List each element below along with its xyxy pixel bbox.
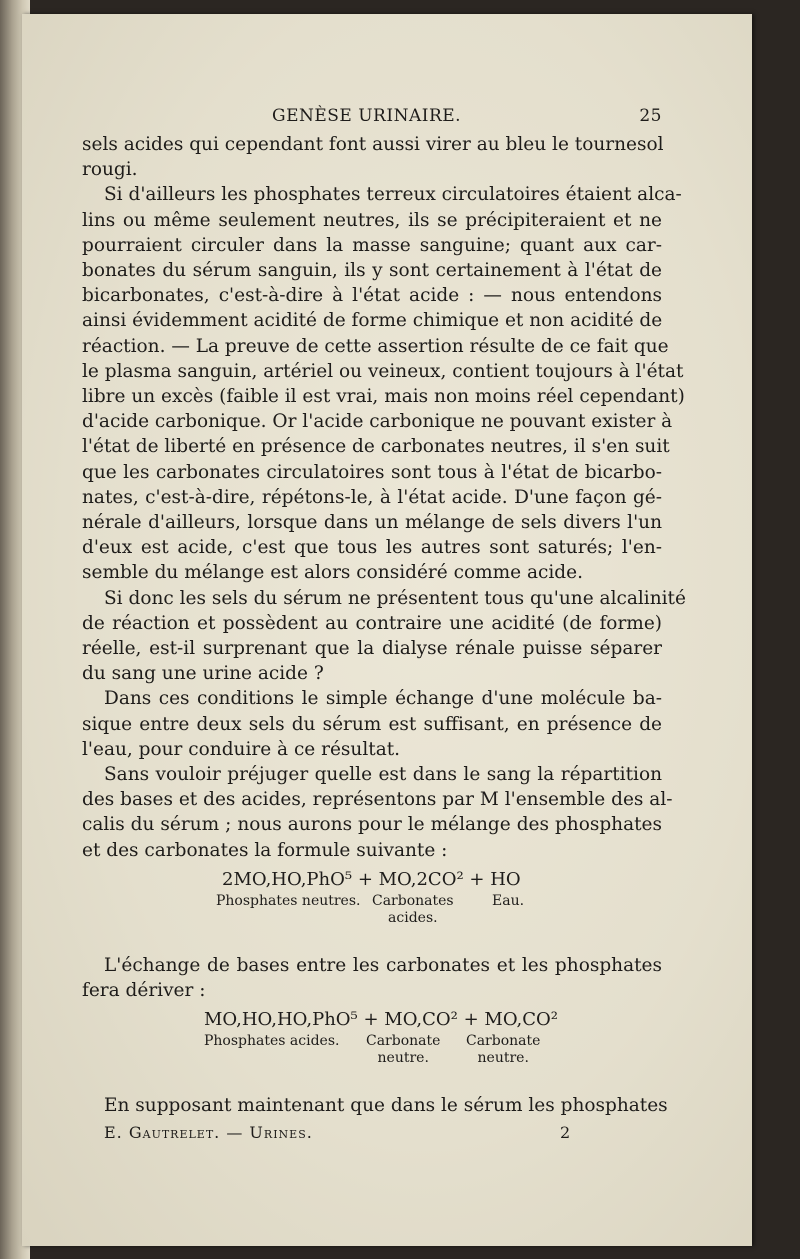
text-line: le plasma sanguin, artériel ou veineux, contient toujours à l'état <box>82 360 684 382</box>
paragraph-supposing <box>82 1093 668 1118</box>
text-line: réaction. — La preuve de cette assertion résulte de ce fait que <box>82 335 669 357</box>
formula-2-label-phosphates: Phosphates acides. <box>204 1033 340 1050</box>
text-line: l'eau, pour conduire à ce résultat. <box>82 738 401 760</box>
paragraph <box>82 586 686 687</box>
page-number: 25 <box>639 106 662 126</box>
formula-1-label-carbonates: Carbonates acides. <box>372 892 454 926</box>
text-line: des bases et des acides, représentons par M l'ensemble des al- <box>82 789 673 811</box>
text-line: sels acides qui cependant font aussi virer au bleu le tournesol <box>82 134 664 155</box>
paragraph-exchange <box>82 953 662 1003</box>
book-page <box>22 14 752 1246</box>
formula-2-label-carbonate-2: Carbonate neutre. <box>466 1033 541 1067</box>
formula-1-equation: 2MO,HO,PhO⁵ + MO,2CO² + HO <box>222 868 521 890</box>
text-line: bicarbonates, c'est-à-dire à l'état acide : — nous entendons <box>82 285 662 307</box>
text-line: Si donc les sels du sérum ne présentent tous qu'une alcalinité <box>104 587 686 609</box>
formula-2 <box>82 1009 662 1089</box>
body-text <box>82 132 686 863</box>
paragraph <box>82 182 685 585</box>
text-line: Si d'ailleurs les phosphates terreux circulatoires étaient alca- <box>104 184 682 206</box>
paragraph <box>82 762 673 863</box>
text-line: Dans ces conditions le simple échange d'une molécule ba- <box>104 688 662 710</box>
text-line: ainsi évidemment acidité de forme chimique et non acidité de <box>82 310 663 332</box>
signature-mark: 2 <box>560 1122 571 1142</box>
paragraph <box>82 132 662 182</box>
text-line: En supposant maintenant que dans le sérum les phosphates <box>104 1095 668 1117</box>
footer-author: E. Gautrelet. — Urines. <box>104 1122 313 1142</box>
text-line: Sans vouloir préjuger quelle est dans le sang la répartition <box>104 764 662 786</box>
page-content <box>82 106 686 1149</box>
formula-2-equation: MO,HO,HO,PhO⁵ + MO,CO² + MO,CO² <box>204 1009 559 1031</box>
text-line: semble du mélange est alors considéré comme acide. <box>82 562 583 584</box>
text-line: que les carbonates circulatoires sont tous à l'état de bicarbo- <box>82 461 662 483</box>
paragraph <box>82 686 662 762</box>
text-line: L'échange de bases entre les carbonates et les phosphates <box>104 954 662 976</box>
text-line: lins ou même seulement neutres, ils se précipiteraient et ne <box>82 209 662 231</box>
formula-1-label-phosphates: Phosphates neutres. <box>216 892 361 909</box>
page-footer <box>82 1123 662 1149</box>
text-line: l'état de liberté en présence de carbonates neutres, il s'en suit <box>82 436 670 458</box>
text-line: calis du sérum ; nous aurons pour le mélange des phosphates <box>82 814 662 836</box>
text-line: nérale d'ailleurs, lorsque dans un mélange de sels divers l'un <box>82 512 662 534</box>
text-line: réelle, est-il surprenant que la dialyse rénale puisse séparer <box>82 638 662 660</box>
running-title: GENÈSE URINAIRE. <box>272 106 462 126</box>
text-line: libre un excès (faible il est vrai, mais non moins réel cependant) <box>82 386 685 408</box>
text-line: et des carbonates la formule suivante : <box>82 839 448 861</box>
text-line: fera dériver : <box>82 980 206 1002</box>
running-header <box>82 106 662 132</box>
text-line: sique entre deux sels du sérum est suffisant, en présence de <box>82 713 662 735</box>
text-line: nates, c'est-à-dire, répétons-le, à l'état acide. D'une façon gé- <box>82 486 662 508</box>
text-line: d'acide carbonique. Or l'acide carbonique ne pouvant exister à <box>82 411 673 433</box>
text-line: d'eux est acide, c'est que tous les autres sont saturés; l'en- <box>82 537 662 559</box>
text-line: bonates du sérum sanguin, ils y sont certainement à l'état de <box>82 260 662 282</box>
text-line: du sang une urine acide ? <box>82 663 324 685</box>
text-line: de réaction et possèdent au contraire une acidité (de forme) <box>82 612 662 634</box>
text-line: rougi. <box>82 159 138 181</box>
formula-1 <box>82 869 662 949</box>
formula-1-label-water: Eau. <box>492 892 525 909</box>
text-line: pourraient circuler dans la masse sanguine; quant aux car- <box>82 234 662 256</box>
formula-2-label-carbonate-1: Carbonate neutre. <box>366 1033 441 1067</box>
